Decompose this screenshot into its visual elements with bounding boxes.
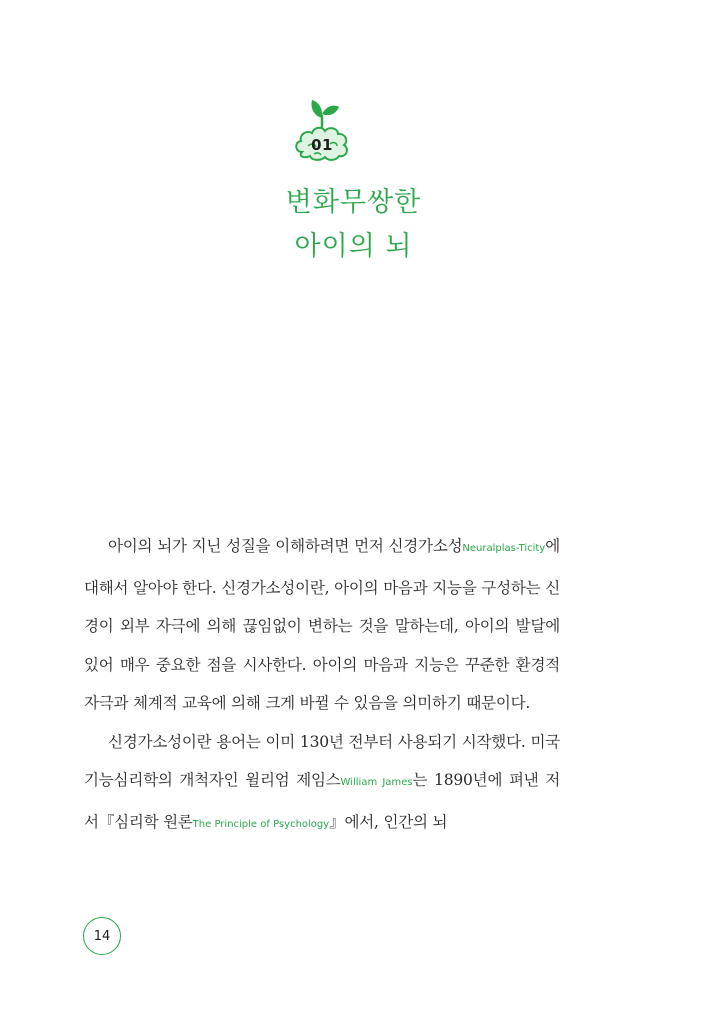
p2-text-a: 신경가소성이란 용어는 이미 130년 전부터 사용되기 시작했다. 미국 기능심리학의 개척자인 윌리엄 제임스 [84,732,560,789]
p2-text-c: 』에서, 인간의 뇌 [329,812,448,831]
p1-text-b: 에 대해서 알아야 한다. 신경가소성이란, 아이의 마음과 지능을 구성하는 신경이 외부 자극에 의해 끊임없이 변하는 것을 말하는데, 아이의 발달에 있어 매우 중요한 점을 시사한다. 아이의 마음과 지능은 꾸준한 환경적 자극과 체계적 교육에 의해 크게 바뀔 수 있음을 의미하기 때문이다. [84,537,560,712]
chapter-title-line1: 변화무쌍한 [285,187,422,218]
term-principle-of-psychology: The Principle of Psychology [192,818,330,830]
term-neuroplasticity: Neuralplas-Ticity [462,543,546,554]
chapter-number: 01 [311,136,333,154]
chapter-title-line2: 아이의 뇌 [294,231,413,262]
body-text [84,527,560,844]
paragraph-1 [84,527,560,723]
page-number: 14 [83,917,121,955]
term-william-james: William James [340,777,413,788]
p1-text-a: 아이의 뇌가 지닌 성질을 이해하려면 먼저 신경가소성 [108,537,463,555]
p2-text-b: 는 1890년에 펴낸 저서『심리학 원론 [84,771,560,831]
paragraph-2 [84,723,560,845]
